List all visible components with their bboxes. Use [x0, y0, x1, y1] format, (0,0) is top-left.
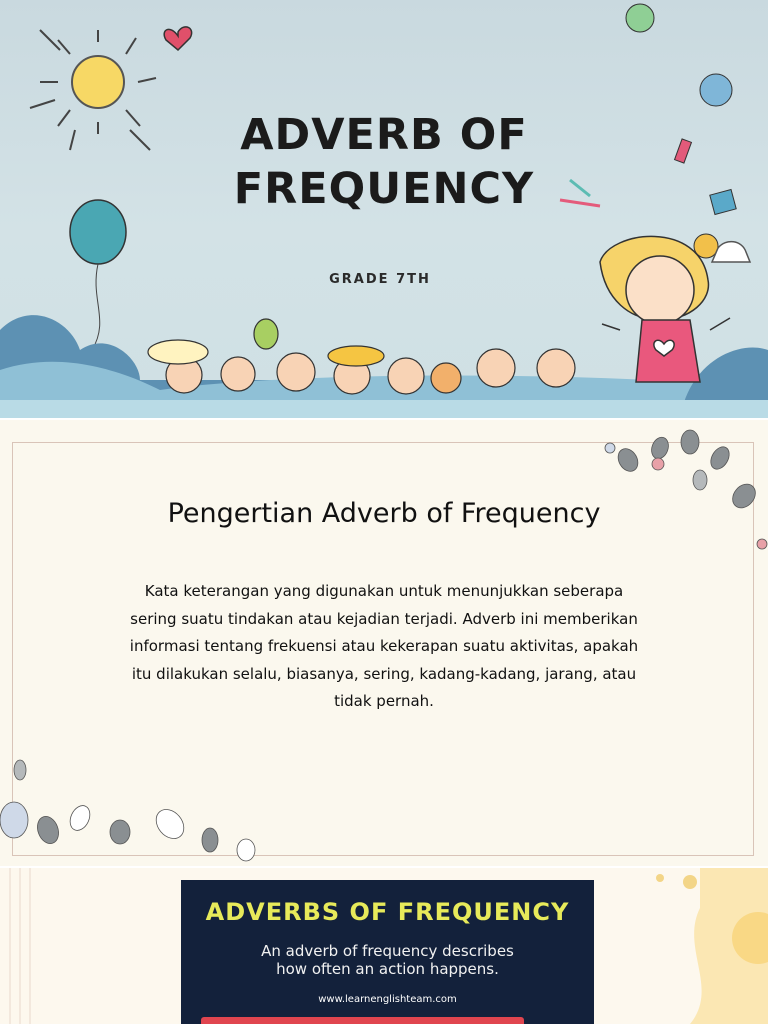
card-description-line-2: how often an action happens.: [276, 960, 499, 978]
definition-slide: [0, 420, 768, 866]
slide-title-line-2: FREQUENCY: [233, 164, 535, 214]
blob-decoration: [656, 868, 768, 1024]
heart-icon: [164, 27, 191, 50]
definition-paragraph: Kata keterangan yang digunakan untuk menunjukkan seberapa sering suatu tindakan atau kejadian terjadi. Adverb ini memberikan informasi tentang frekuensi atau kekerapan suatu aktivitas, apakah itu dilakukan selalu, biasanya, sering, kadang-kadang, jarang, atau tidak pernah.: [129, 582, 639, 710]
slide-subtitle: GRADE 7TH: [329, 272, 431, 287]
slide-title-line-1: ADVERB OF: [240, 110, 528, 160]
adverbs-card-slide: [0, 868, 768, 1024]
card-red-bar: [201, 1017, 524, 1024]
leaf-decoration-top-right: [605, 430, 767, 549]
leaf-decoration-bottom-left: [0, 760, 255, 861]
adverbs-info-card: [181, 880, 594, 1024]
title-slide: [0, 0, 768, 418]
card-title: ADVERBS OF FREQUENCY: [205, 898, 570, 926]
definition-heading: Pengertian Adverb of Frequency: [167, 498, 601, 529]
card-source-url: www.learnenglishteam.com: [318, 994, 457, 1005]
card-description-line-1: An adverb of frequency describes: [261, 942, 514, 960]
stripe-decoration: [10, 868, 30, 1024]
card-description: [181, 942, 594, 978]
slide-title: [0, 108, 768, 216]
